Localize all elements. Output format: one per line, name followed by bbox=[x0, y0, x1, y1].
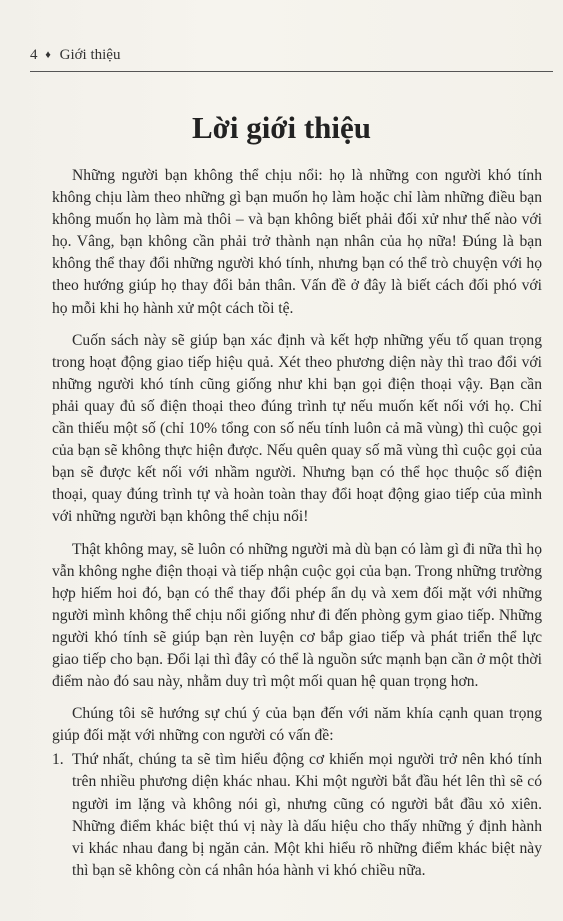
list-item-text: Thứ nhất, chúng ta sẽ tìm hiểu động cơ khiến mọi người trở nên khó tính trên nhiều phương diện khác nhau. Khi một người bắt đầu hét lên thì sẽ có người im lặng và không nói gì, nhưng cũng có người bắt đầu xỏ xiên. Những điểm khác biệt thú vị này là dấu hiệu cho thấy những ý định hành vi khác nhau đang bị ngăn cản. Một khi hiểu rõ những điểm khác biệt này thì bạn sẽ không còn cá nhân hóa hành vi khó chiều nữa. bbox=[72, 751, 542, 879]
page-number: 4 bbox=[30, 47, 38, 63]
list-item bbox=[52, 749, 542, 882]
list-item-number: 1. bbox=[52, 751, 64, 769]
chapter-title: Lời giới thiệu bbox=[191, 110, 372, 145]
diamond-separator-icon: ♦ bbox=[45, 49, 51, 61]
header-rule bbox=[30, 71, 553, 72]
body-text bbox=[52, 165, 542, 882]
paragraph: Chúng tôi sẽ hướng sự chú ý của bạn đến với năm khía cạnh quan trọng giúp đối mặt với những con người có vấn đề: bbox=[52, 705, 542, 745]
running-header-section: Giới thiệu bbox=[59, 47, 121, 63]
running-header bbox=[30, 47, 120, 64]
paragraph: Những người bạn không thể chịu nổi: họ là những con người khó tính không chịu làm theo những gì bạn muốn họ làm hoặc chỉ làm những điều bạn không muốn họ làm mà thôi – và bạn không biết phải đối xử như thế nào với họ. Vâng, bạn không cần phải trở thành nạn nhân của họ nữa! Đúng là bạn không thể thay đổi những người khó tính, nhưng bạn có thể trò chuyện với họ theo hướng giúp họ thay đổi bản thân. Vấn đề ở đây là biết cách đối phó với họ mỗi khi họ hành xử một cách tồi tệ. bbox=[52, 167, 542, 317]
paragraph: Thật không may, sẽ luôn có những người mà dù bạn có làm gì đi nữa thì họ vẫn không nghe điện thoại và tiếp nhận cuộc gọi của bạn. Trong những trường hợp hiếm hoi đó, bạn có thể thay đổi phép ẩn dụ và xem đối mặt với những người mình không thể chịu nổi giống như đi đến phòng gym giao tiếp. Những người khó tính sẽ giúp bạn rèn luyện cơ bắp giao tiếp và phát triển thể lực giao tiếp cho bạn. Đổi lại thì đây có thể là nguồn sức mạnh bạn cần ở một thời điểm nào đó sau này, nhằm duy trì một mối quan hệ quan trọng hơn. bbox=[52, 540, 543, 691]
numbered-list bbox=[52, 749, 542, 882]
paragraph: Cuốn sách này sẽ giúp bạn xác định và kết hợp những yếu tố quan trọng trong hoạt động giao tiếp hiệu quả. Xét theo phương diện này thì trao đổi với những người khó tính cũng giống như khi bạn gọi điện thoại vậy. Bạn cần phải quay đủ số điện thoại theo đúng trình tự nếu muốn kết nối với họ. Chỉ cần thiếu một số (chỉ 10% tổng con số nếu tính luôn cả mã vùng) thì cuộc gọi của bạn sẽ không thực hiện được. Nếu quên quay số mã vùng thì cuộc gọi của bạn sẽ được kết nối với nhầm người. Nhưng bạn có thể học thuộc số điện thoại, quay đúng trình tự và hoàn toàn thay đổi hoạt động giao tiếp của mình với những người bạn không thể chịu nổi! bbox=[52, 331, 542, 526]
